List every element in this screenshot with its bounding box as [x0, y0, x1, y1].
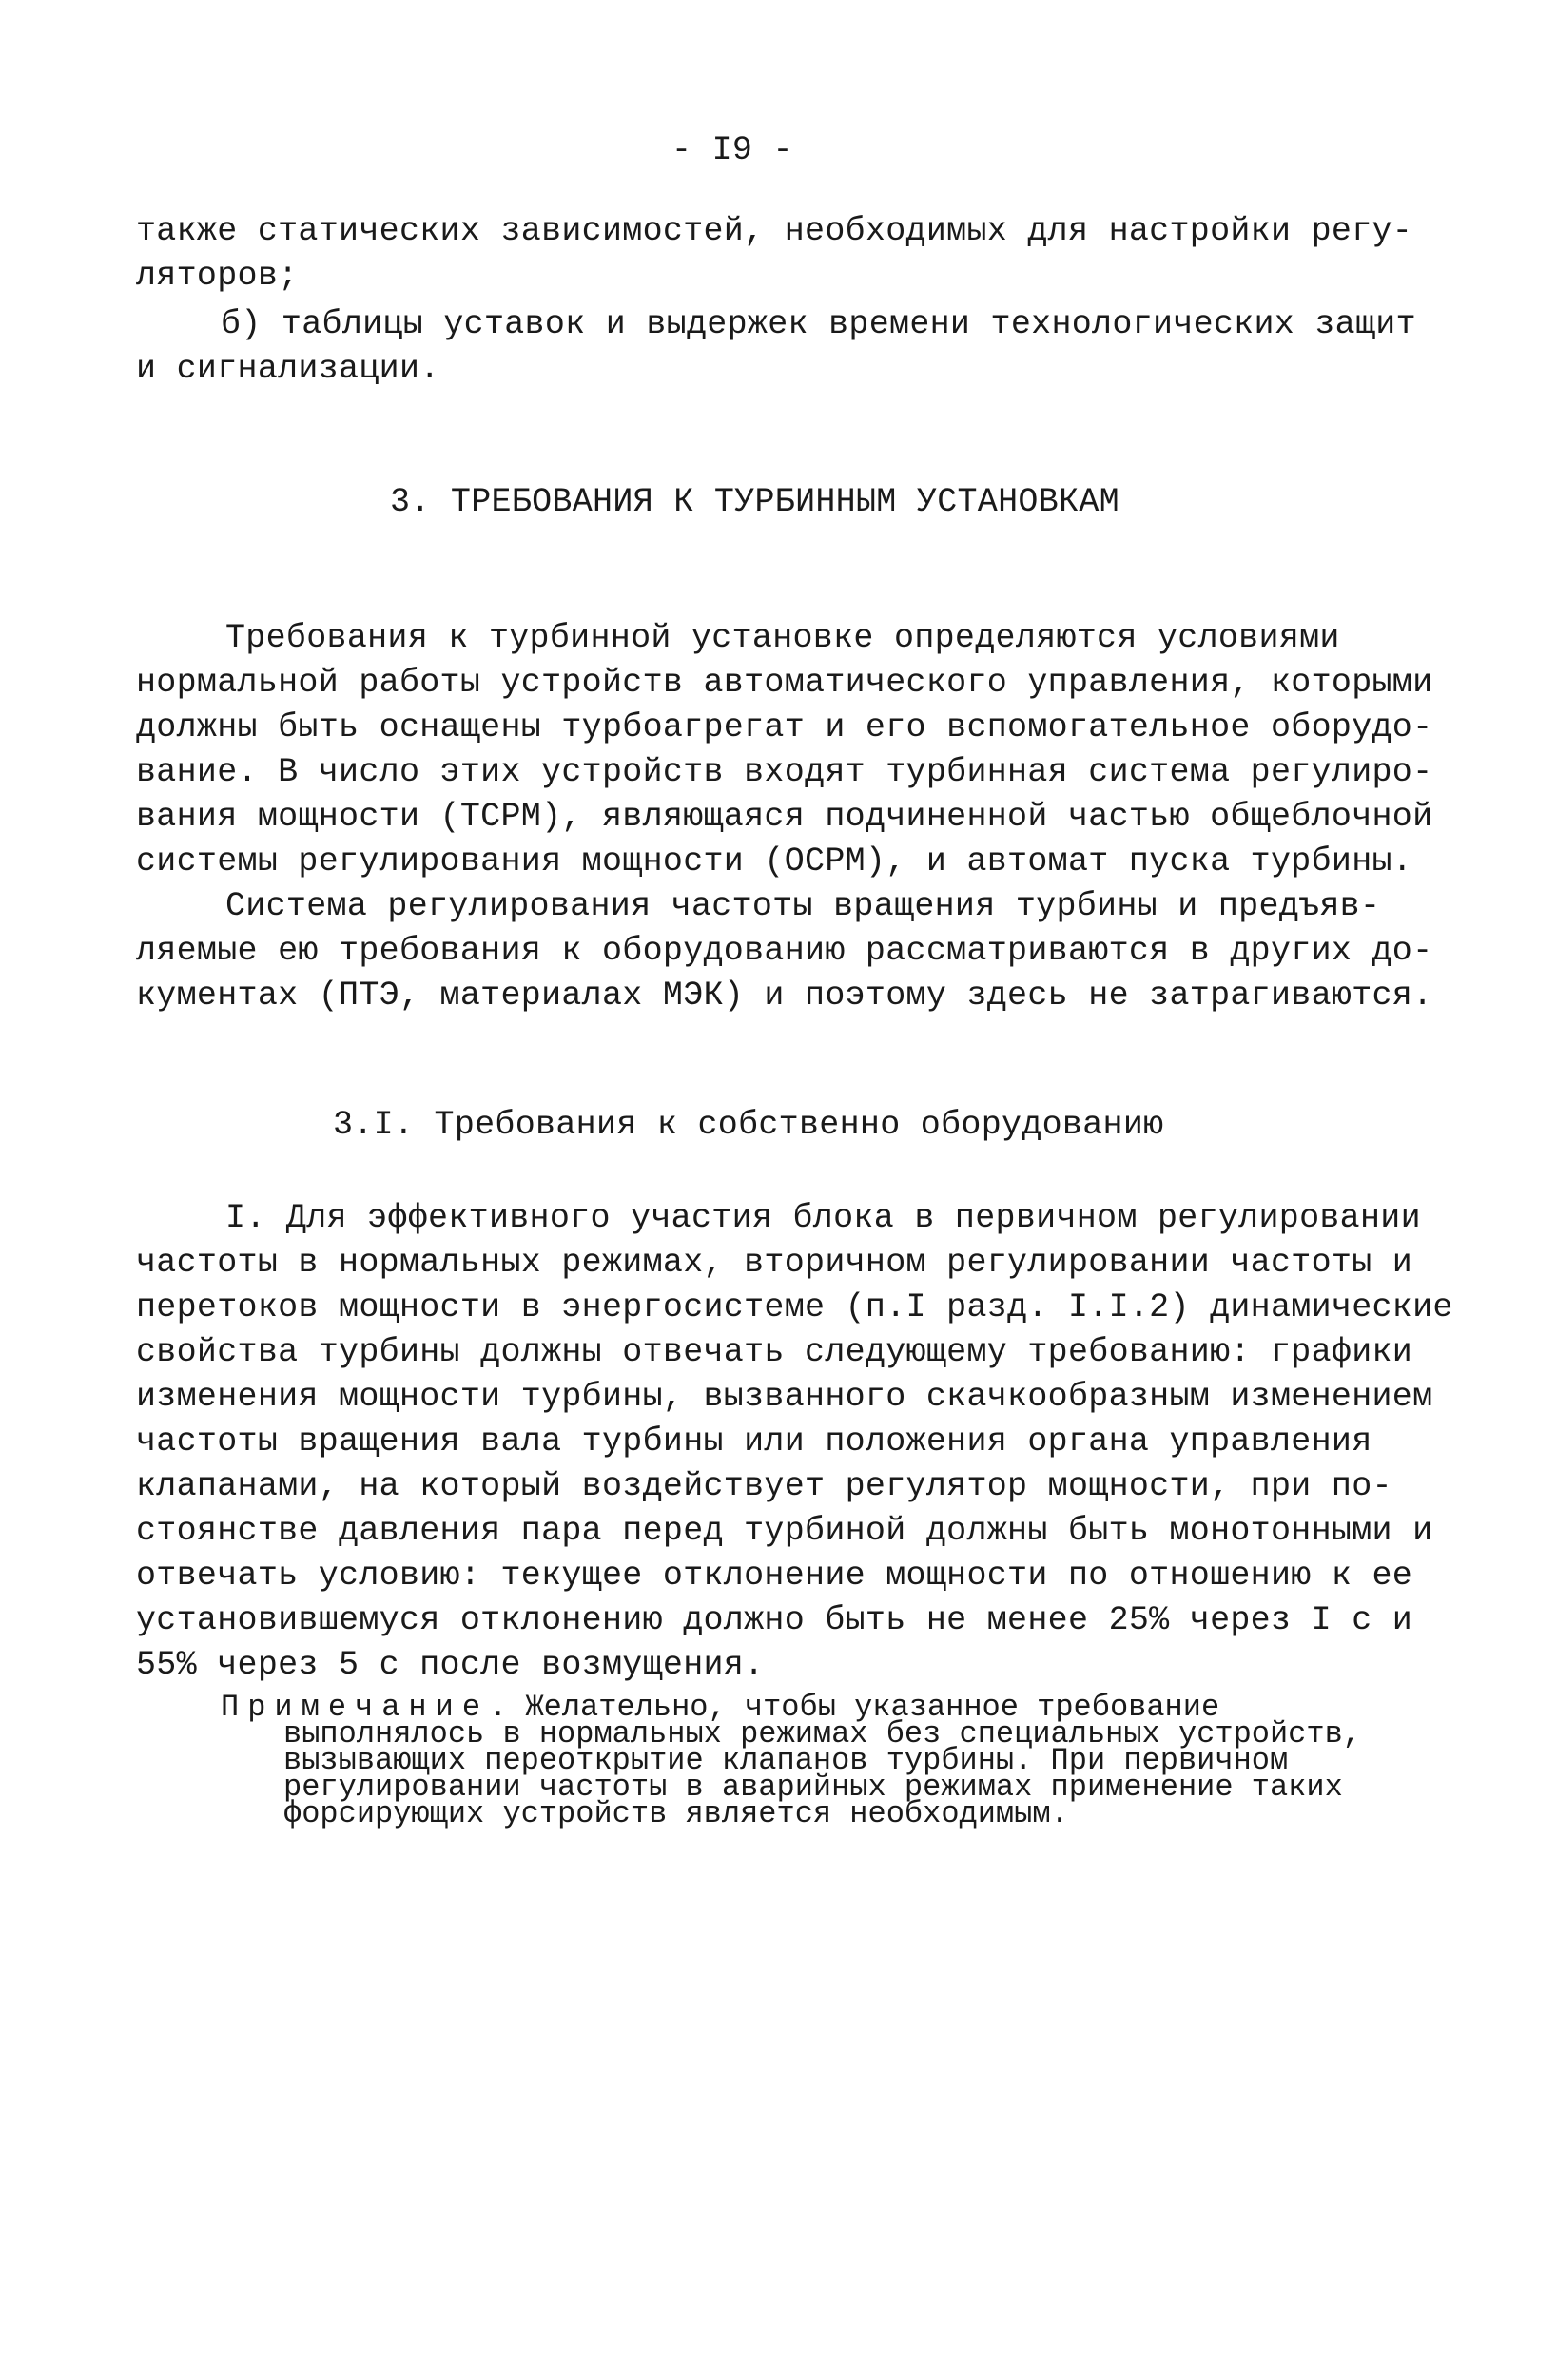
text-line: нормальной работы устройств автоматического управления, которыми — [136, 664, 1433, 702]
text-line: вание. В число этих устройств входят турбинная система регулиро- — [136, 753, 1433, 791]
page-number: - I9 - — [671, 131, 793, 169]
section-heading: 3. ТРЕБОВАНИЯ К ТУРБИННЫМ УСТАНОВКАМ — [390, 483, 1119, 521]
text-line: вания мощности (ТСРМ), являющаяся подчиненной частью общеблочной — [136, 798, 1433, 836]
text-line: ляемые ею требования к оборудованию рассматриваются в других до- — [136, 932, 1433, 970]
note-line: выполнялось в нормальных режимах без специальных устройств, — [283, 1716, 1361, 1751]
text-line: б) таблицы уставок и выдержек времени технологических защит — [221, 305, 1416, 343]
text-line: изменения мощности турбины, вызванного скачкообразным изменением — [136, 1378, 1433, 1416]
text-line: и сигнализации. — [136, 350, 440, 388]
note-line: вызывающих переоткрытие клапанов турбины. При первичном — [283, 1743, 1289, 1778]
text-line: Система регулирования частоты вращения турбины и предъяв- — [225, 887, 1381, 925]
note-first-line-text: . Желательно, чтобы указанное требование — [489, 1690, 1220, 1725]
text-line: свойства турбины должны отвечать следующему требованию: графики — [136, 1333, 1413, 1371]
text-line: частоты вращения вала турбины или положения органа управления — [136, 1422, 1372, 1461]
text-line: частоты в нормальных режимах, вторичном регулировании частоты и — [136, 1244, 1413, 1282]
text-line: системы регулирования мощности (ОСРМ), и автомат пуска турбины. — [136, 842, 1413, 880]
note-line: регулировании частоты в аварийных режимах применение таких — [283, 1770, 1343, 1805]
text-line: ляторов; — [136, 257, 299, 295]
text-line: I. Для эффективного участия блока в первичном регулировании — [225, 1199, 1421, 1237]
text-line: должны быть оснащены турбоагрегат и его вспомогательное оборудо- — [136, 708, 1433, 746]
text-line: 55% через 5 с после возмущения. — [136, 1646, 765, 1684]
text-line: кументах (ПТЭ, материалах МЭК) и поэтому здесь не затрагиваются. — [136, 977, 1433, 1015]
text-line: стоянстве давления пара перед турбиной должны быть монотонными и — [136, 1512, 1433, 1550]
text-line: установившемуся отклонению должно быть не менее 25% через I с и — [136, 1601, 1413, 1639]
note-label: Примечание — [221, 1690, 490, 1725]
text-line: отвечать условию: текущее отклонение мощности по отношению к ее — [136, 1557, 1413, 1595]
text-line: Требования к турбинной установке определяются условиями — [225, 619, 1340, 657]
text-line: перетоков мощности в энергосистеме (п.I разд. I.I.2) динамические — [136, 1288, 1453, 1326]
text-line: клапанами, на который воздействует регулятор мощности, при по- — [136, 1467, 1392, 1505]
note-line: форсирующих устройств является необходимым. — [283, 1796, 1069, 1831]
text-line: также статических зависимостей, необходимых для настройки регу- — [136, 212, 1413, 250]
subsection-heading: 3.I. Требования к собственно оборудованию — [333, 1106, 1164, 1144]
